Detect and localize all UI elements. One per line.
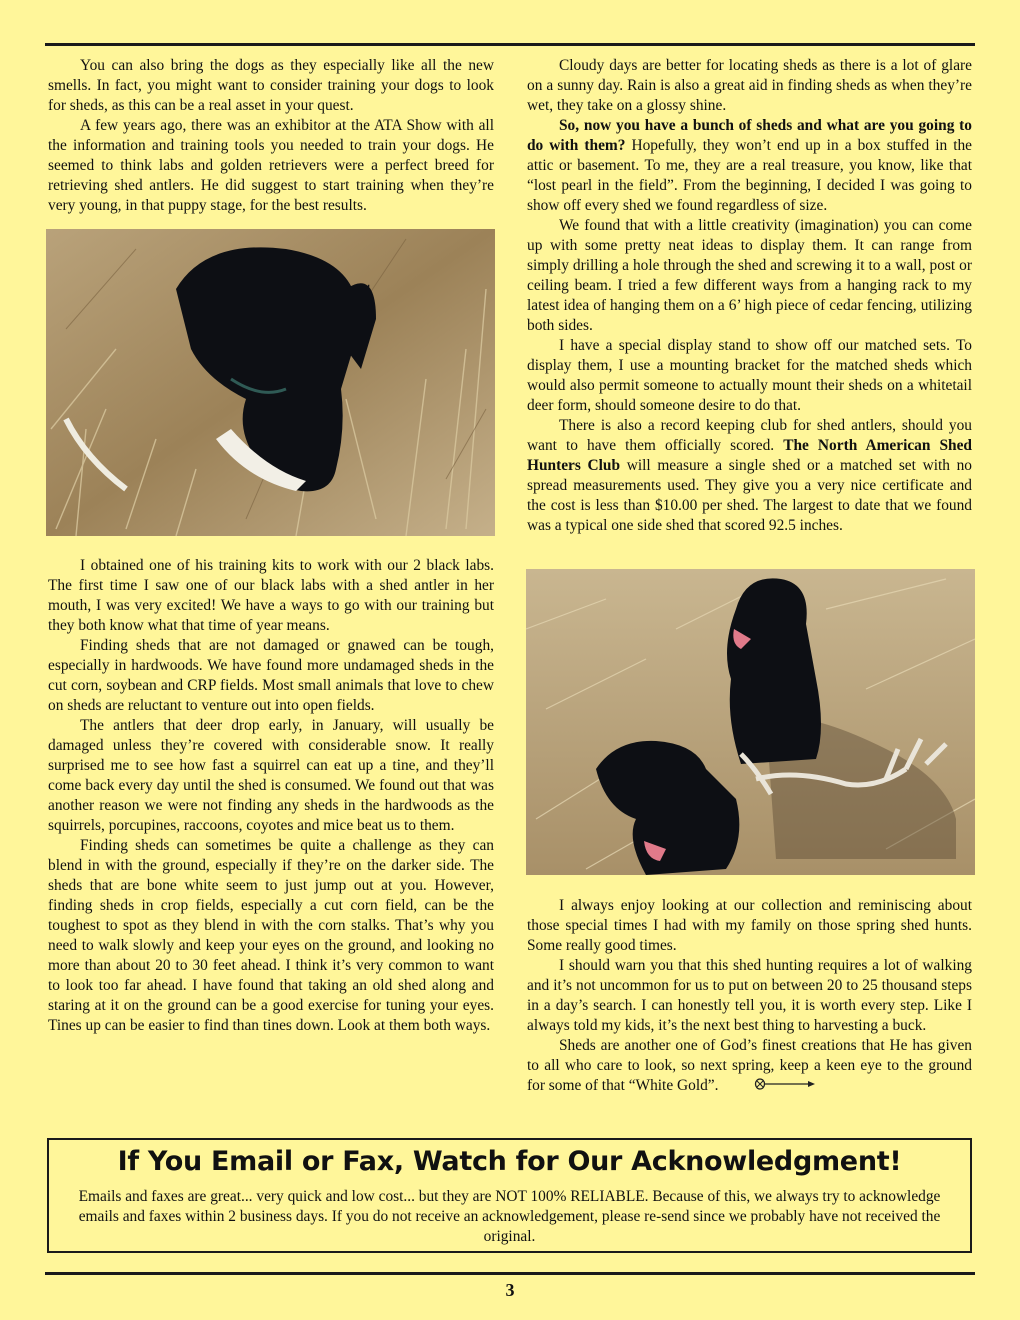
bold-heading-question: So, now you have a bunch of sheds and what are you going to do with them?	[527, 117, 972, 154]
paragraph-text: Sheds are another one of God’s finest creations that He has given to all who care to look, so next spring, keep a keen eye to the ground for some of that “White Gold”.	[527, 1037, 972, 1094]
paragraph	[527, 416, 972, 536]
notice-body: Emails and faxes are great... very quick and low cost... but they are NOT 100% RELIABLE. Because of this, we always try to acknowledge emails and faxes within 2 business days. If you do not receive an acknowledgement, please re-send since we probably have not received the original.	[78, 1188, 941, 1245]
paragraph: A few years ago, there was an exhibitor at the ATA Show with all the information and training tools you needed to train your dogs. He seemed to think labs and golden retrievers were a perfect breed for retrieving shed antlers. He did suggest to start training when they’re very young, in that puppy stage, for the best results.	[48, 117, 494, 214]
right-column-bottom-text	[527, 896, 972, 1096]
club-name: The North American Shed Hunters Club	[527, 437, 972, 474]
paragraph: Finding sheds can sometimes be quite a challenge as they can blend in with the ground, especially if they’re on the darker side. The sheds that are bone white seem to just jump out at you. However, finding sheds in crop fields, especially a cut corn field, can be the toughest to spot as they blend in with the corn stalks. That’s why you need to walk slowly and keep your eyes on the ground, and looking no more than about 20 to 30 feet ahead. I think it’s very common to want to look too far ahead. I have found that taking an old shed along and staring at it on the ground can be a good exercise for tuning your eyes. Tines up can be easier to find than tines down. Look at them both ways.	[48, 837, 494, 1034]
paragraph-text: will measure a single shed or a matched set with no spread measurements used. They give you a very nice certificate and the cost is less than $10.00 per shed. The largest to date that we found was a typical one side shed that scored 92.5 inches.	[527, 457, 972, 534]
paragraph: I have a special display stand to show off our matched sets. To display them, I use a mounting bracket for the matched sheds which would also permit someone to actually mount their sheds on a whitetail deer form, should someone desire to do that.	[527, 337, 972, 414]
left-column-top-text	[48, 56, 494, 216]
paragraph: We found that with a little creativity (imagination) you can come up with some pretty neat ideas to display them. It can range from simply drilling a hole through the shed and screwing it to a wall, post or ceiling beam. I tried a few different ways from a hanging rack to my latest idea of hanging them on a 6’ high piece of cedar fencing, utilizing both sides.	[527, 217, 972, 334]
photo-black-lab-with-shed	[46, 229, 495, 536]
paragraph-text: There is also a record keeping club for shed antlers, should you want to have them officially scored.	[527, 417, 972, 454]
paragraph: I always enjoy looking at our collection and reminiscing about those special times I had with my family on those spring shed hunts. Some really good times.	[527, 897, 972, 954]
arrow-end-mark-icon	[722, 1076, 816, 1096]
paragraph: Cloudy days are better for locating sheds as there is a lot of glare on a sunny day. Rain is also a great aid in finding sheds as when they’re wet, they take on a glossy shine.	[527, 57, 972, 114]
paragraph: Finding sheds that are not damaged or gnawed can be tough, especially in hardwoods. We have found more undamaged sheds in the cut corn, soybean and CRP fields. Most small animals that love to chew on sheds are reluctant to venture out into open fields.	[48, 637, 494, 714]
paragraph: I should warn you that this shed hunting requires a lot of walking and it’s not uncommon for us to put on between 20 to 25 thousand steps in a day’s search. I can honestly tell you, it is worth every step. Like I always told my kids, it’s the next best thing to harvesting a buck.	[527, 957, 972, 1034]
paragraph: I obtained one of his training kits to work with our 2 black labs. The first time I saw one of our black labs with a shed antler in her mouth, I was very excited! We have a ways to go with our training but they both know what that time of year means.	[48, 557, 494, 634]
paragraph: The antlers that deer drop early, in January, will usually be damaged unless they’re covered with considerable snow. It really surprised me to see how fast a squirrel can eat up a tine, and they’ll come back every day until the shed is consumed. We found out that was another reason we were not finding any sheds in the hardwoods as the squirrels, porcupines, raccoons, coyotes and mice beat us to them.	[48, 717, 494, 834]
acknowledgment-notice-box	[47, 1138, 972, 1253]
paragraph: You can also bring the dogs as they especially like all the new smells. In fact, you might want to consider training your dogs to look for sheds, as this can be a real asset in your quest.	[48, 57, 494, 114]
right-column-top-text	[527, 56, 972, 536]
paragraph	[527, 1036, 972, 1096]
left-column-bottom-text	[48, 556, 494, 1036]
notice-title: If You Email or Fax, Watch for Our Acknowledgment!	[117, 1146, 902, 1177]
bottom-rule	[45, 1272, 975, 1275]
photo-two-labs-with-antlers	[526, 569, 975, 875]
page-number: 3	[505, 1280, 515, 1300]
paragraph-text: Hopefully, they won’t end up in a box stuffed in the attic or basement. To me, they are a real treasure, you know, like that “lost pearl in the field”. From the beginning, I decided I was going to show off every shed we found regardless of size.	[527, 137, 973, 214]
top-rule	[45, 43, 975, 46]
paragraph	[527, 116, 972, 216]
